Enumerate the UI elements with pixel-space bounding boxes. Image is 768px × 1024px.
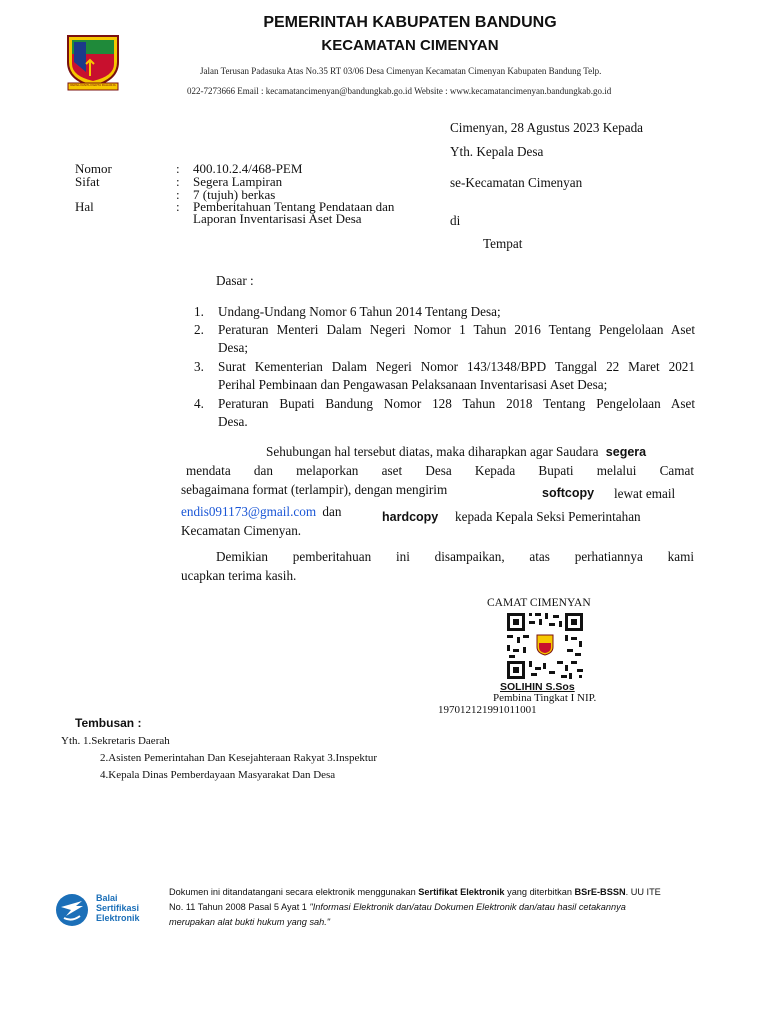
dasar-item-num: 3. [194, 359, 204, 374]
paragraph-1-line-2: mendata dan melaporkan aset Desa Kepada Bupati melalui Camat [186, 463, 694, 478]
bsre-logo [54, 892, 90, 928]
tembusan-line-2: 2.Asisten Pemerintahan Dan Kesejahteraan Rakyat 3.Inspektur [100, 752, 378, 764]
dasar-item-line: Desa. [218, 414, 248, 429]
para1-dan: dan [322, 504, 342, 519]
dasar-item-line: Surat Kementerian Dalam Negeri Nomor 143/1348/BPD Tanggal 22 Maret 2021 [218, 359, 695, 374]
footer-t1a: Dokumen ini ditandatangani secara elektronik menggunakan [169, 887, 419, 897]
sifat-value: Segera Lampiran [193, 174, 283, 189]
nomor-value: 400.10.2.4/468-PEM [193, 161, 303, 176]
footer-t3: merupakan alat bukti hukum yang sah." [169, 917, 331, 927]
place-date: Cimenyan, 28 Agustus 2023 Kepada [450, 120, 644, 135]
email-link[interactable]: endis091173@gmail.com [181, 504, 317, 519]
bsre-text-2: Sertifikasi [96, 903, 140, 913]
nomor-colon: : [176, 161, 180, 176]
dasar-title: Dasar : [216, 273, 254, 288]
hal-label: Hal [75, 199, 94, 214]
paragraph-2-line-1: Demikian pemberitahuan ini disampaikan, atas perhatiannya kami [216, 549, 694, 564]
header-contact: 022-7273666 Email : kecamatancimenyan@bandungkab.go.id Website : www.kecamatancimenyan.bandungkab.go.id [187, 86, 612, 96]
tembusan-line-1: Yth. 1.Sekretaris Daerah [61, 735, 170, 747]
dasar-item-line: Perihal Pembinaan dan Pengawasan Pelaksanaan Inventarisasi Aset Desa; [218, 377, 608, 392]
header-line-1: PEMERINTAH KABUPATEN BANDUNG [263, 14, 557, 31]
para1-bold-hardcopy: hardcopy [382, 510, 439, 524]
para1-text: Sehubungan hal tersebut diatas, maka diharapkan agar Saudara [266, 444, 599, 459]
footer-t1c: yang diterbitkan [504, 887, 575, 897]
paragraph-1-line-3: sebagaimana format (terlampir), dengan mengirim [181, 482, 448, 497]
recipient-di: di [450, 213, 461, 228]
dasar-item-num: 4. [194, 396, 204, 411]
signature-nip: 197012121991011001 [438, 704, 537, 716]
footer-t2a: No. 11 Tahun 2008 Pasal 5 Ayat 1 [169, 902, 310, 912]
bsre-text-1: Balai [96, 893, 118, 903]
signature-rank: Pembina Tingkat I NIP. [493, 692, 597, 704]
paragraph-2-line-2: ucapkan terima kasih. [181, 568, 297, 583]
bsre-text-3: Elektronik [96, 913, 140, 923]
para1-bold-segera: segera [605, 445, 647, 459]
logo-motto: REPEH RAPIH KERTA RAHARJA [70, 83, 116, 87]
footer-t1d: BSrE-BSSN [574, 887, 626, 897]
para1-lewat-email: lewat email [614, 486, 676, 501]
footer-line-1 [169, 885, 715, 900]
tembusan-line-3: 4.Kepala Dinas Pemberdayaan Masyarakat Dan Desa [100, 769, 336, 781]
header-address: Jalan Terusan Padasuka Atas No.35 RT 03/06 Desa Cimenyan Kecamatan Cimenyan Kabupaten Bandung Telp. [200, 66, 602, 76]
signature-name: SOLIHIN S.Sos [500, 681, 575, 693]
header-line-2: KECAMATAN CIMENYAN [321, 37, 499, 54]
hal-value-1: Pemberitahuan Tentang Pendataan dan [193, 199, 395, 214]
footer-t1b: Sertifikat Elektronik [418, 887, 505, 897]
paragraph-1-line-1 [266, 443, 696, 461]
qr-code [505, 611, 585, 681]
footer-line-3 [169, 915, 330, 930]
dasar-item-num: 2. [194, 322, 204, 337]
signature-title: CAMAT CIMENYAN [487, 597, 591, 609]
hal-value-2: Laporan Inventarisasi Aset Desa [193, 211, 362, 226]
footer-t1e: . UU ITE [625, 887, 661, 897]
dasar-item-line: Undang-Undang Nomor 6 Tahun 2014 Tentang Desa; [218, 304, 501, 319]
dasar-item-line: Peraturan Menteri Dalam Negeri Nomor 1 Tahun 2016 Tentang Pengelolaan Aset [218, 322, 695, 337]
para1-kepala-seksi: kepada Kepala Seksi Pemerintahan [455, 509, 641, 524]
lampiran-colon: : [176, 187, 180, 202]
footer-line-2 [169, 900, 715, 915]
sifat-label: Sifat [75, 174, 100, 189]
paragraph-1-line-4 [181, 503, 341, 521]
para1-bold-softcopy: softcopy [542, 486, 595, 500]
nomor-label: Nomor [75, 161, 112, 176]
recipient-area: se-Kecamatan Cimenyan [450, 175, 583, 190]
footer-t2b: "Informasi Elektronik dan/atau Dokumen Elektronik dan/atau hasil cetakannya [309, 902, 626, 912]
tembusan-title: Tembusan : [75, 716, 142, 730]
dasar-item-line: Desa; [218, 340, 249, 355]
lampiran-value: 7 (tujuh) berkas [193, 187, 276, 202]
hal-colon: : [176, 199, 180, 214]
recipient-tempat: Tempat [483, 236, 523, 251]
dasar-item-num: 1. [194, 304, 204, 319]
dasar-item-line: Peraturan Bupati Bandung Nomor 128 Tahun 2018 Tentang Pengelolaan Aset [218, 396, 695, 411]
paragraph-1-line-5: Kecamatan Cimenyan. [181, 523, 302, 538]
recipient-to: Yth. Kepala Desa [450, 144, 544, 159]
sifat-colon: : [176, 174, 180, 189]
